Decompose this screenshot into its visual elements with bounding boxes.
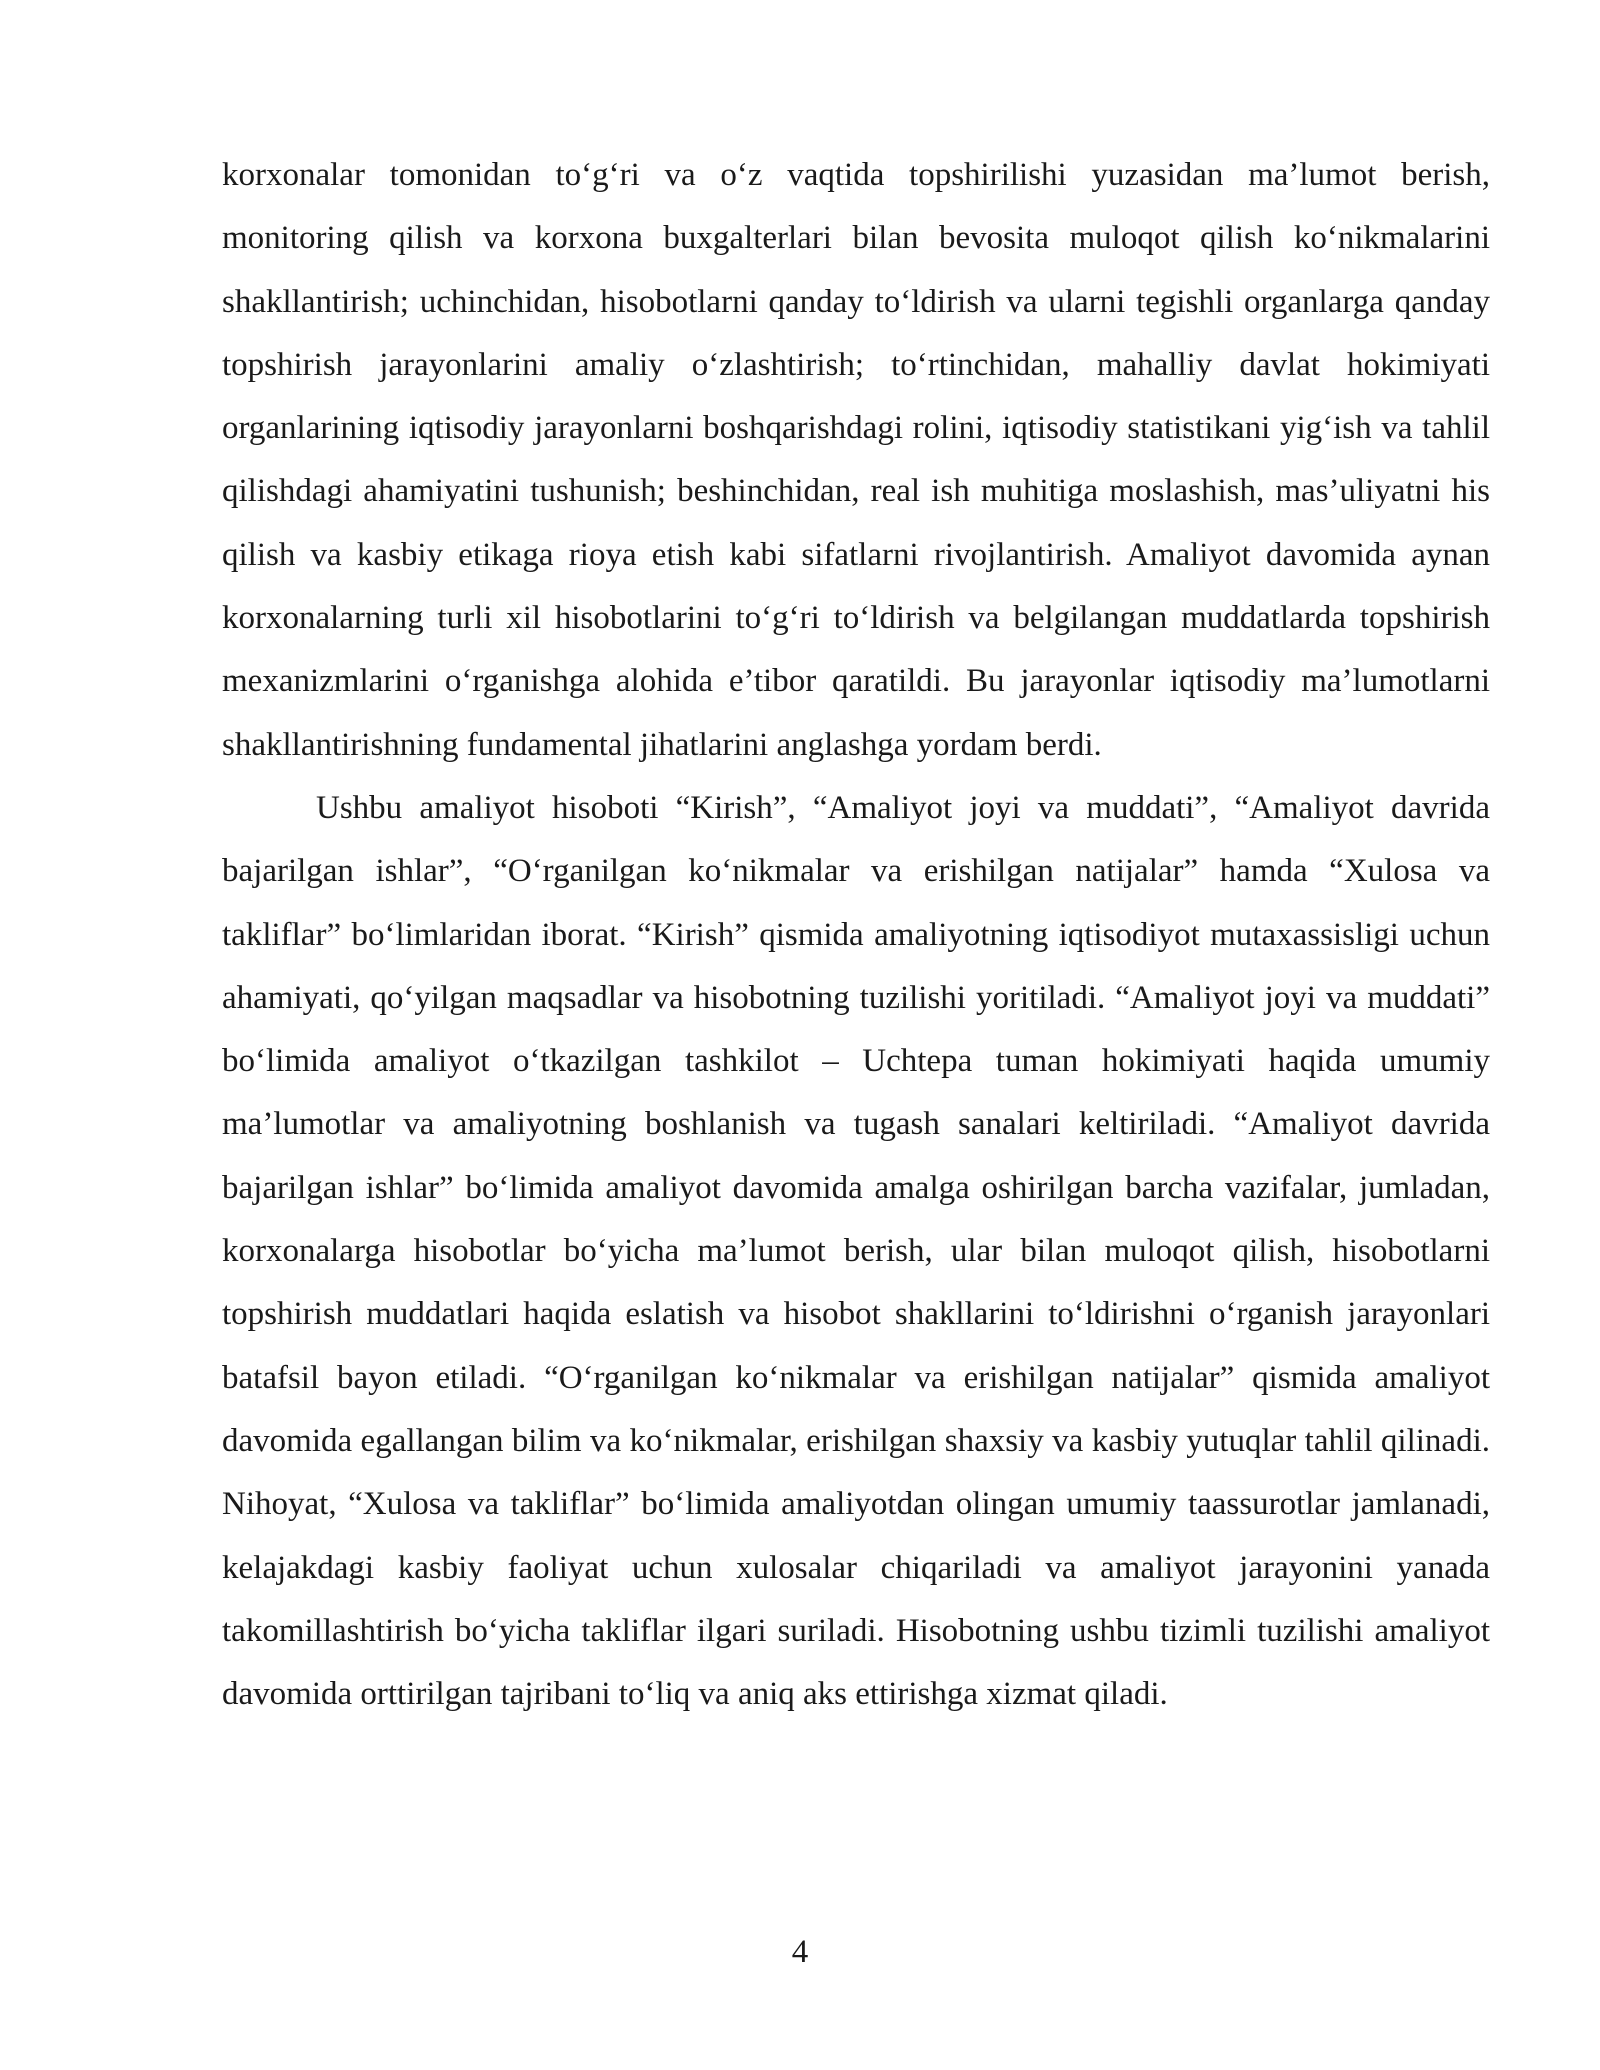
paragraph-report-structure: Ushbu amaliyot hisoboti “Kirish”, “Amaliyot joyi va muddati”, “Amaliyot davrida bajarilgan ishlar”, “O‘rganilgan ko‘nikmalar va erishilgan natijalar” hamda “Xulosa va takliflar” bo‘limlaridan iborat. “Kirish” qismida amaliyotning iqtisodiyot mutaxassisligi uchun ahamiyati, qo‘yilgan maqsadlar va hisobotning tuzilishi yoritiladi. “Amaliyot joyi va muddati” bo‘limida amaliyot o‘tkazilgan tashkilot – Uchtepa tuman hokimiyati haqida umumiy ma’lumotlar va amaliyotning boshlanish va tugash sanalari keltiriladi. “Amaliyot davrida bajarilgan ishlar” bo‘limida amaliyot davomida amalga oshirilgan barcha vazifalar, jumladan, korxonalarga hisobotlar bo‘yicha ma’lumot berish, ular bilan muloqot qilish, hisobotlarni topshirish muddatlari haqida eslatish va hisobot shakllarini to‘ldirishni o‘rganish jarayonlari batafsil bayon etiladi. “O‘rganilgan ko‘nikmalar va erishilgan natijalar” qismida amaliyot davomida egallangan bilim va ko‘nikmalar, erishilgan shaxsiy va kasbiy yutuqlar tahlil qilinadi. Nihoyat, “Xulosa va takliflar” bo‘limida amaliyotdan olingan umumiy taassurotlar jamlanadi, kelajakdagi kasbiy faoliyat uchun xulosalar chiqariladi va amaliyot jarayonini yanada takomillashtirish bo‘yicha takliflar ilgari suriladi. Hisobotning ushbu tizimli tuzilishi amaliyot davomida orttirilgan tajribani to‘liq va aniq aks ettirishga xizmat qiladi. [222, 789, 1490, 1713]
page-number: 4 [791, 1934, 809, 1970]
body-text [222, 144, 1490, 1726]
paragraph-continuation: korxonalar tomonidan to‘g‘ri va o‘z vaqtida topshirilishi yuzasidan ma’lumot berish, monitoring qilish va korxona buxgalterlari bilan bevosita muloqot qilish ko‘nikmalarini shakllantirish; uchinchidan, hisobotlarni qanday to‘ldirish va ularni tegishli organlarga qanday topshirish jarayonlarini amaliy o‘zlashtirish; to‘rtinchidan, mahalliy davlat hokimiyati organlarining iqtisodiy jarayonlarni boshqarishdagi rolini, iqtisodiy statistikani yig‘ish va tahlil qilishdagi ahamiyatini tushunish; beshinchidan, real ish muhitiga moslashish, mas’uliyatni his qilish va kasbiy etikaga rioya etish kabi sifatlarni rivojlantirish. Amaliyot davomida aynan korxonalarning turli xil hisobotlarini to‘g‘ri to‘ldirish va belgilangan muddatlarda topshirish mexanizmlarini o‘rganishga alohida e’tibor qaratildi. Bu jarayonlar iqtisodiy ma’lumotlarni shakllantirishning fundamental jihatlarini anglashga yordam berdi. [222, 157, 1490, 763]
